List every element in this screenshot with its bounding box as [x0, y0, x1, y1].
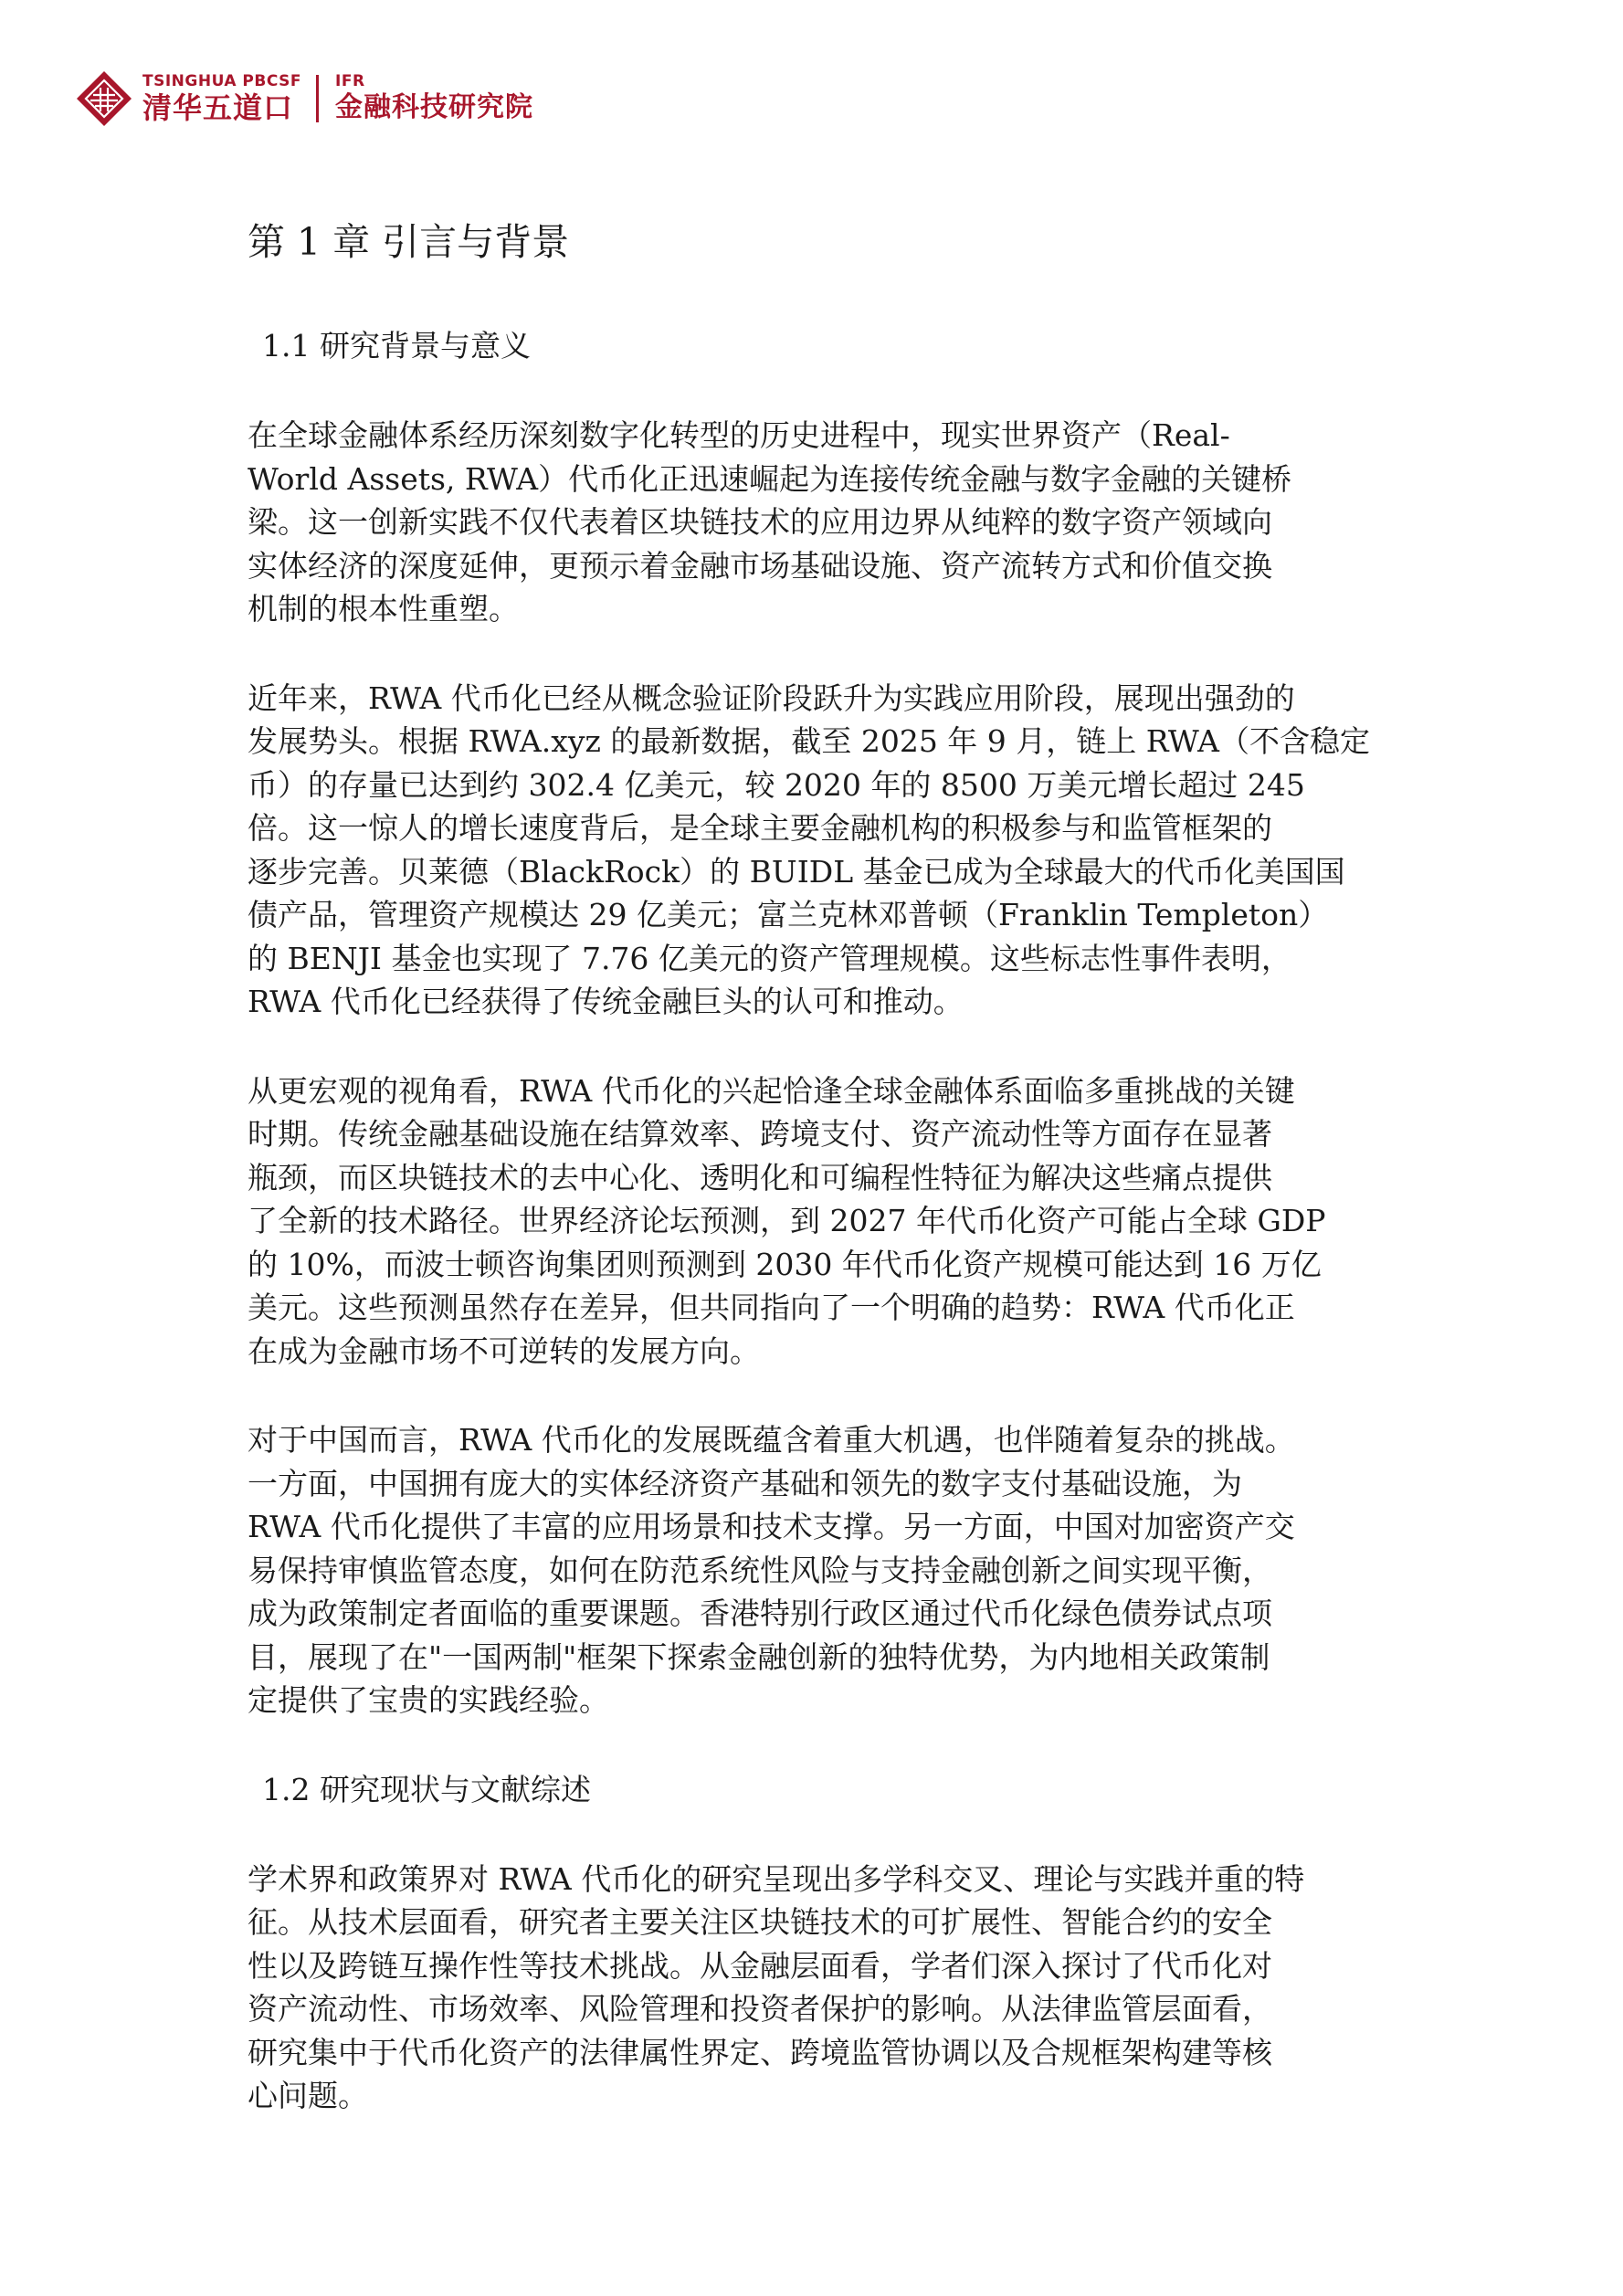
text-line: 时期。传统金融基础设施在结算效率、跨境支付、资产流动性等方面存在显著	[248, 1116, 1272, 1152]
page-header	[75, 66, 533, 132]
text-line: 的 BENJI 基金也实现了 7.76 亿美元的资产管理规模。这些标志性事件表明，	[248, 940, 1291, 976]
section-title: 1.2 研究现状与文献综述	[262, 1771, 591, 1807]
chapter-title: 第 1 章 引言与背景	[248, 220, 570, 264]
text-line: 在全球金融体系经历深刻数字化转型的历史进程中，现实世界资产（Real-	[248, 417, 1230, 453]
paragraph	[248, 677, 1389, 1024]
brand-ifr-en: IFR	[335, 72, 365, 90]
text-line: 定提供了宝贵的实践经验。	[248, 1682, 609, 1718]
text-line: 发展势头。根据 RWA.xyz 的最新数据，截至 2025 年 9 月，链上 RWA（不含稳定	[248, 723, 1370, 759]
text-line: 债产品，管理资产规模达 29 亿美元；富兰克林邓普顿（Franklin Templeton）	[248, 897, 1329, 932]
paragraph	[248, 1069, 1389, 1374]
text-line: 对于中国而言，RWA 代币化的发展既蕴含着重大机遇，也伴随着复杂的挑战。	[248, 1422, 1295, 1458]
paragraph	[248, 414, 1389, 631]
paragraph	[248, 1418, 1389, 1722]
text-line: 目，展现了在"一国两制"框架下探索金融创新的独特优势，为内地相关政策制	[248, 1638, 1270, 1675]
text-line: 资产流动性、市场效率、风险管理和投资者保护的影响。从法律监管层面看，	[248, 1991, 1272, 2027]
brand-pbcsf-cn: 清华五道口	[142, 90, 294, 125]
brand-divider	[316, 75, 319, 122]
text-line: 的 10%，而波士顿咨询集团则预测到 2030 年代币化资产规模可能达到 16 万亿	[248, 1246, 1322, 1282]
text-line: 逐步完善。贝莱德（BlackRock）的 BUIDL 基金已成为全球最大的代币化美国国	[248, 853, 1345, 890]
brand-pbcsf-en: TSINGHUA PBCSF	[142, 72, 301, 90]
section-title: 1.1 研究背景与意义	[262, 328, 531, 363]
brand-ifr	[335, 72, 533, 125]
text-line: 学术界和政策界对 RWA 代币化的研究呈现出多学科交叉、理论与实践并重的特	[248, 1860, 1305, 1897]
text-line: 了全新的技术路径。世界经济论坛预测，到 2027 年代币化资产可能占全球 GDP	[248, 1203, 1326, 1238]
text-line: 瓶颈，而区块链技术的去中心化、透明化和可编程性特征为解决这些痛点提供	[248, 1159, 1272, 1195]
pbcsf-logo-icon	[75, 69, 133, 128]
text-line: 美元。这些预测虽然存在差异，但共同指向了一个明确的趋势：RWA 代币化正	[248, 1290, 1295, 1325]
text-line: World Assets, RWA）代币化正迅速崛起为连接传统金融与数字金融的关键桥	[248, 460, 1292, 497]
text-line: 在成为金融市场不可逆转的发展方向。	[248, 1332, 760, 1369]
text-line: 近年来，RWA 代币化已经从概念验证阶段跃升为实践应用阶段，展现出强劲的	[248, 679, 1295, 716]
text-line: 征。从技术层面看，研究者主要关注区块链技术的可扩展性、智能合约的安全	[248, 1904, 1272, 1940]
text-line: RWA 代币化提供了丰富的应用场景和技术支撑。另一方面，中国对加密资产交	[248, 1509, 1295, 1544]
text-line: 研究集中于代币化资产的法律属性界定、跨境监管协调以及合规框架构建等核	[248, 2034, 1272, 2070]
text-line: 从更宏观的视角看，RWA 代币化的兴起恰逢全球金融体系面临多重挑战的关键	[248, 1072, 1295, 1109]
text-line: 倍。这一惊人的增长速度背后，是全球主要金融机构的积极参与和监管框架的	[248, 810, 1272, 846]
text-line: 实体经济的深度延伸，更预示着金融市场基础设施、资产流转方式和价值交换	[248, 547, 1272, 584]
text-line: 易保持审慎监管态度，如何在防范系统性风险与支持金融创新之间实现平衡，	[248, 1552, 1272, 1588]
text-line: 一方面，中国拥有庞大的实体经济资产基础和领先的数字支付基础设施，为	[248, 1465, 1242, 1501]
paragraph	[248, 1858, 1389, 2118]
text-line: 性以及跨链互操作性等技术挑战。从金融层面看，学者们深入探讨了代币化对	[248, 1947, 1272, 1984]
text-line: 成为政策制定者面临的重要课题。香港特别行政区通过代币化绿色债券试点项	[248, 1596, 1272, 1631]
text-line: RWA 代币化已经获得了传统金融巨头的认可和推动。	[248, 984, 964, 1019]
text-line: 机制的根本性重塑。	[248, 591, 519, 627]
text-line: 币）的存量已达到约 302.4 亿美元，较 2020 年的 8500 万美元增长超过 245	[248, 766, 1305, 803]
brand-pbcsf	[142, 72, 301, 125]
text-line: 梁。这一创新实践不仅代表着区块链技术的应用边界从纯粹的数字资产领域向	[248, 504, 1272, 540]
text-line: 心问题。	[248, 2078, 368, 2113]
brand-ifr-cn: 金融科技研究院	[335, 91, 533, 123]
document-body	[248, 215, 1389, 2164]
